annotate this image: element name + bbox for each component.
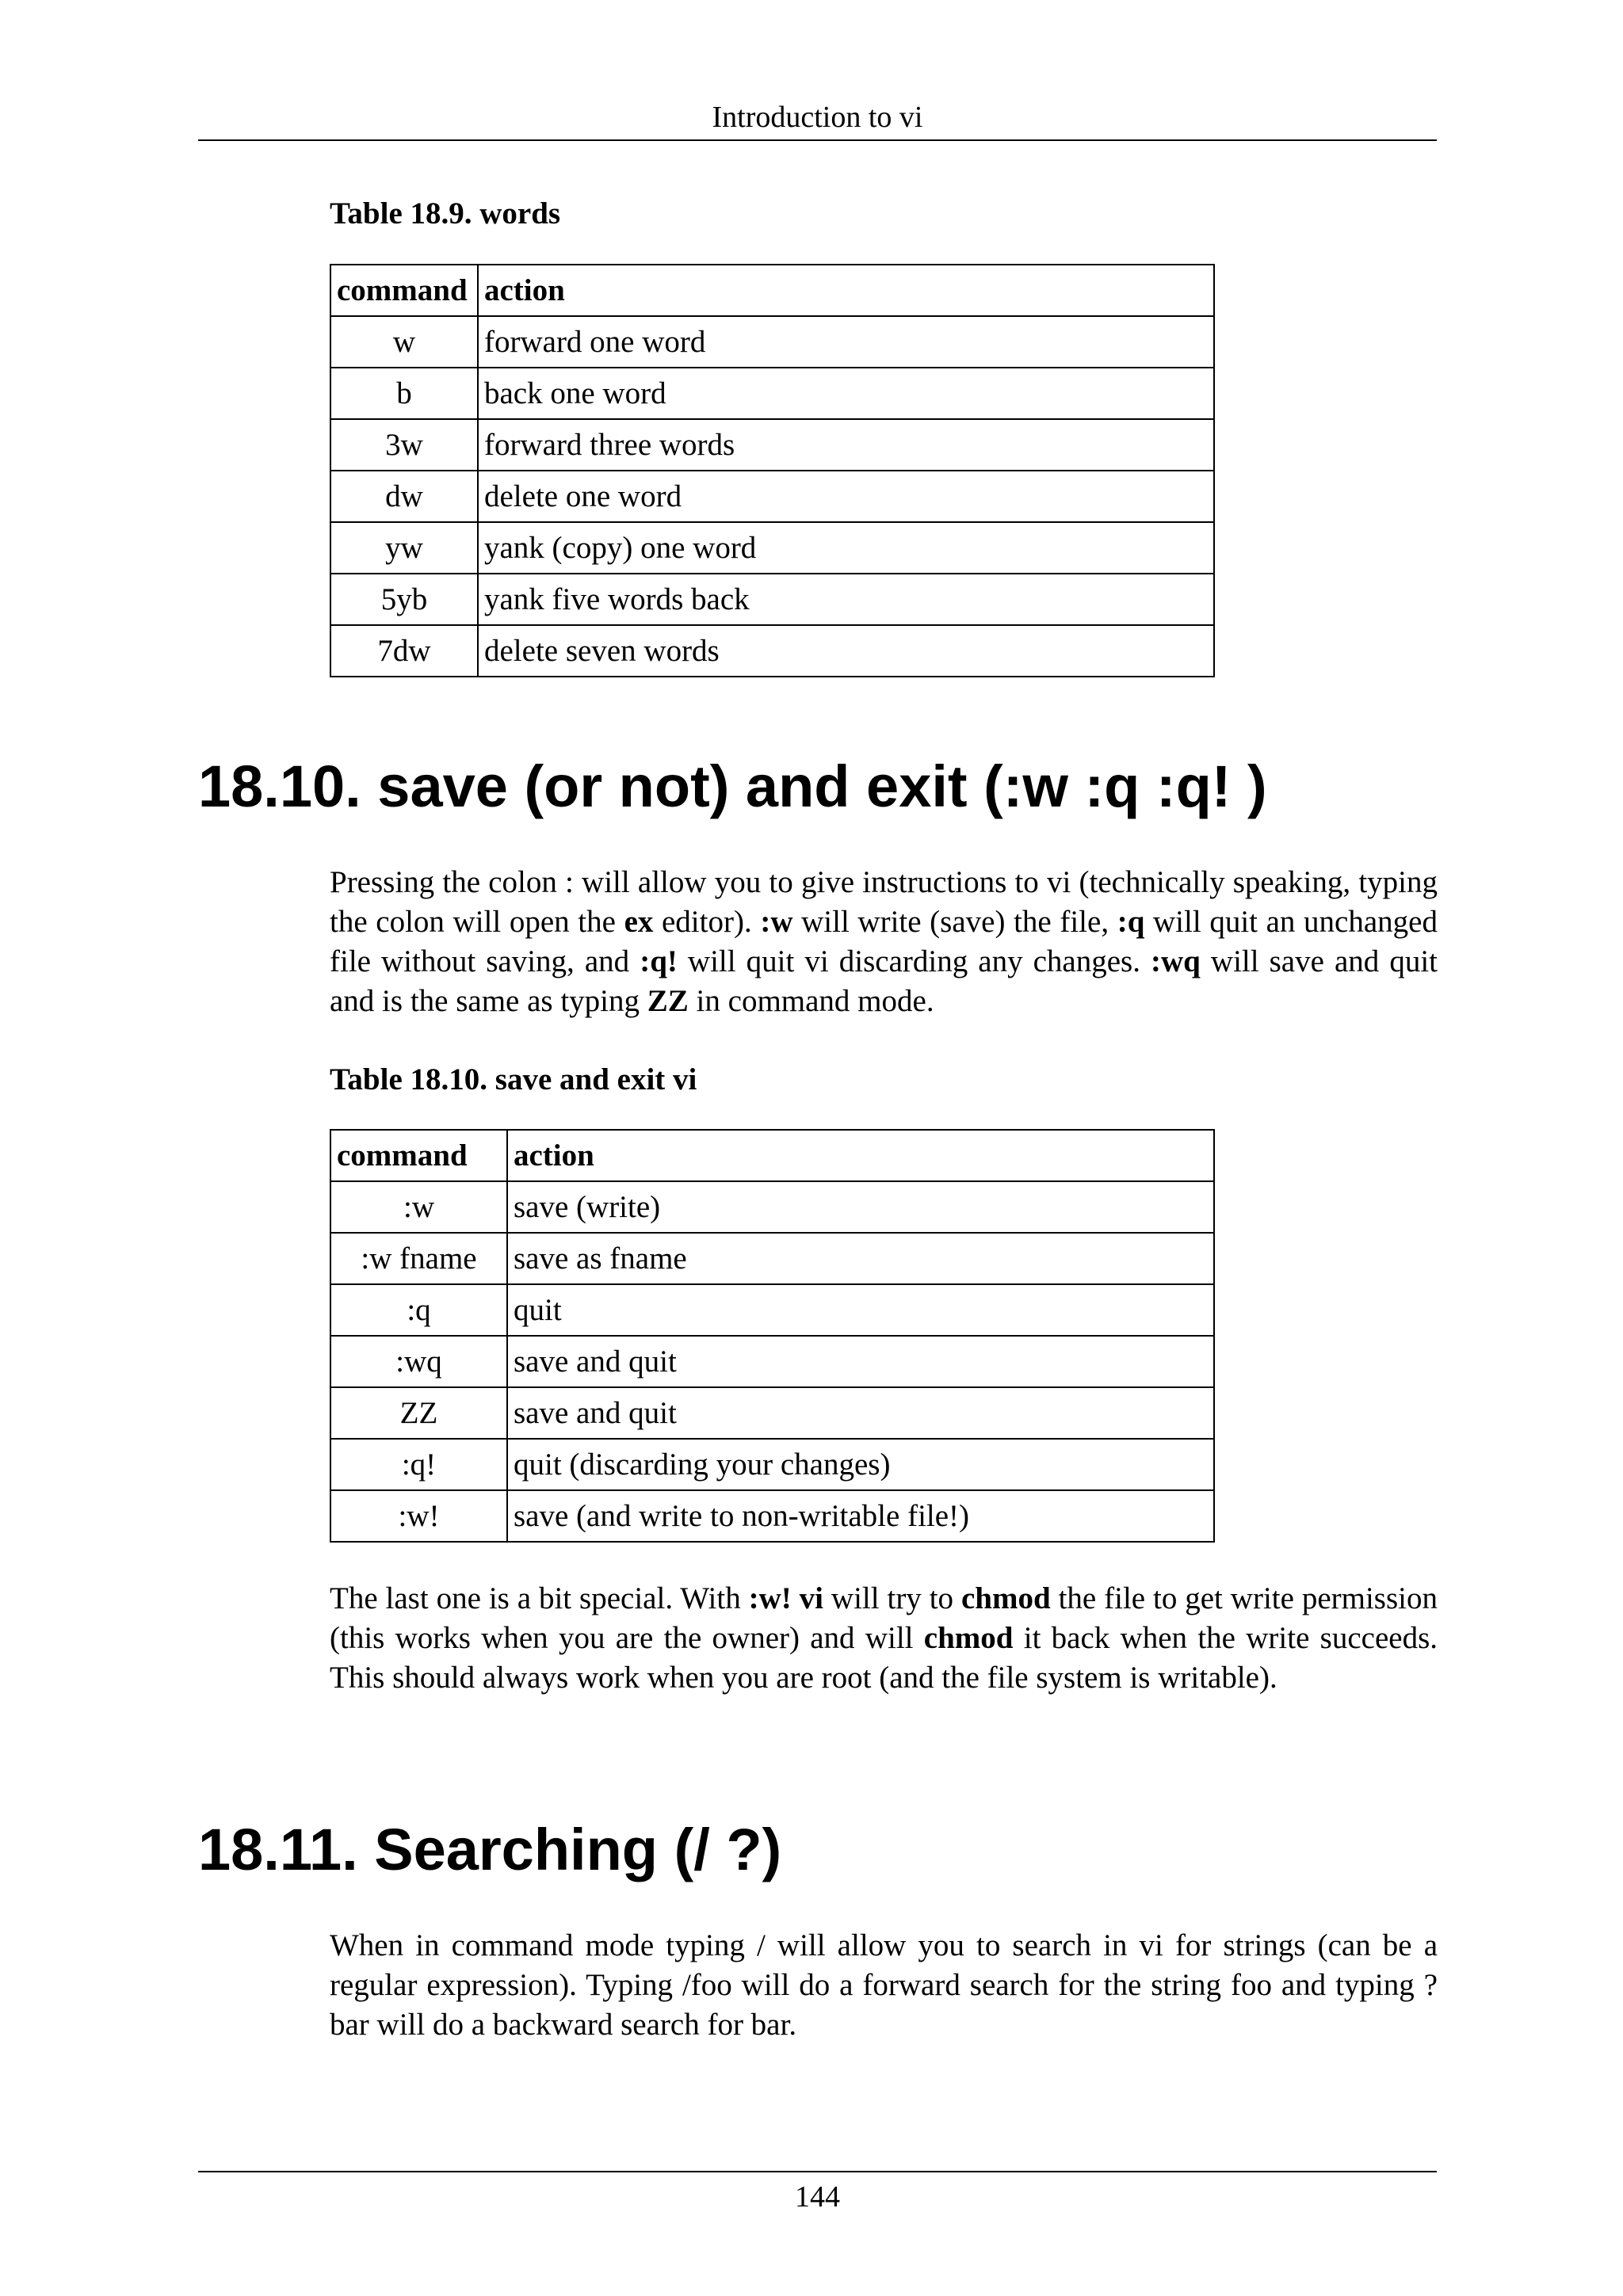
command-cell: :q xyxy=(330,1284,507,1336)
column-header-command: command xyxy=(330,265,478,316)
command-cell: :w! xyxy=(330,1490,507,1542)
bold-term: ex xyxy=(624,905,654,939)
action-cell: save (and write to non-writable file!) xyxy=(507,1490,1214,1542)
table-row xyxy=(330,1233,1214,1284)
command-cell: yw xyxy=(330,522,478,574)
bold-term: chmod xyxy=(923,1621,1014,1655)
bold-term: :q! xyxy=(640,944,678,978)
command-cell: :q! xyxy=(330,1439,507,1490)
command-cell: w xyxy=(330,316,478,368)
command-cell: dw xyxy=(330,471,478,522)
table-row xyxy=(330,522,1214,574)
action-cell: forward three words xyxy=(478,419,1214,471)
table-row xyxy=(330,419,1214,471)
table-row xyxy=(330,1336,1214,1387)
action-cell: delete seven words xyxy=(478,625,1214,677)
column-header-command: command xyxy=(330,1130,507,1181)
table-row xyxy=(330,471,1214,522)
save-exit-table xyxy=(330,1129,1215,1543)
bold-term: :w xyxy=(760,905,793,939)
bold-term: :q xyxy=(1117,905,1145,939)
column-header-action: action xyxy=(507,1130,1214,1181)
words-table xyxy=(330,264,1215,677)
table-row xyxy=(330,1284,1214,1336)
command-cell: :w xyxy=(330,1181,507,1233)
bold-term: :w! vi xyxy=(748,1581,823,1615)
command-cell: :wq xyxy=(330,1336,507,1387)
table-row xyxy=(330,1490,1214,1542)
command-cell: ZZ xyxy=(330,1387,507,1439)
bold-term: ZZ xyxy=(647,984,689,1018)
action-cell: quit (discarding your changes) xyxy=(507,1439,1214,1490)
action-cell: back one word xyxy=(478,368,1214,419)
body-paragraph-save-intro: Pressing the colon : will allow you to give instructions to vi (technically speaking, typing the colon will open the ex editor). :w will write (save) the file, :q will quit an unchanged file without saving, and :q! will quit vi discarding any changes. :wq will save and quit and is the same as typing ZZ in command mode. xyxy=(330,865,1438,1018)
command-cell: :w fname xyxy=(330,1233,507,1284)
table-row xyxy=(330,1439,1214,1490)
action-cell: save as fname xyxy=(507,1233,1214,1284)
action-cell: delete one word xyxy=(478,471,1214,522)
table-row xyxy=(330,625,1214,677)
section-heading-searching: 18.11. Searching (/ ?) xyxy=(198,1817,782,1882)
action-cell: yank (copy) one word xyxy=(478,522,1214,574)
table-caption-words: Table 18.9. words xyxy=(330,196,561,231)
table-header-row xyxy=(330,265,1214,316)
bold-term: chmod xyxy=(960,1581,1051,1615)
table-row xyxy=(330,368,1214,419)
footer-rule xyxy=(198,2171,1437,2172)
column-header-action: action xyxy=(478,265,1214,316)
action-cell: yank five words back xyxy=(478,574,1214,625)
command-cell: b xyxy=(330,368,478,419)
section-heading-save-exit: 18.10. save (or not) and exit (:w :q :q! ) xyxy=(198,753,1267,819)
table-caption-save-exit: Table 18.10. save and exit vi xyxy=(330,1062,697,1097)
action-cell: save and quit xyxy=(507,1336,1214,1387)
page-number: 144 xyxy=(795,2180,840,2214)
command-cell: 7dw xyxy=(330,625,478,677)
header-rule xyxy=(198,139,1437,141)
action-cell: quit xyxy=(507,1284,1214,1336)
table-header-row xyxy=(330,1130,1214,1181)
table-row xyxy=(330,316,1214,368)
body-paragraph-searching: When in command mode typing / will allow you to search in vi for strings (can be a regular expression). Typing /foo will do a forward search for the string foo and typing ?bar will do a backward search for bar. xyxy=(330,1928,1438,2042)
table-row xyxy=(330,1181,1214,1233)
table-row xyxy=(330,1387,1214,1439)
table-row xyxy=(330,574,1214,625)
action-cell: forward one word xyxy=(478,316,1214,368)
action-cell: save (write) xyxy=(507,1181,1214,1233)
bold-term: :wq xyxy=(1151,944,1201,978)
command-cell: 3w xyxy=(330,419,478,471)
action-cell: save and quit xyxy=(507,1387,1214,1439)
body-paragraph-save-special: The last one is a bit special. With :w! vi will try to chmod the file to get write permission (this works when you are the owner) and will chmod it back when the write succeeds. This should always work when you are root (and the file system is writable). xyxy=(330,1581,1438,1695)
running-header: Introduction to vi xyxy=(712,101,923,134)
command-cell: 5yb xyxy=(330,574,478,625)
